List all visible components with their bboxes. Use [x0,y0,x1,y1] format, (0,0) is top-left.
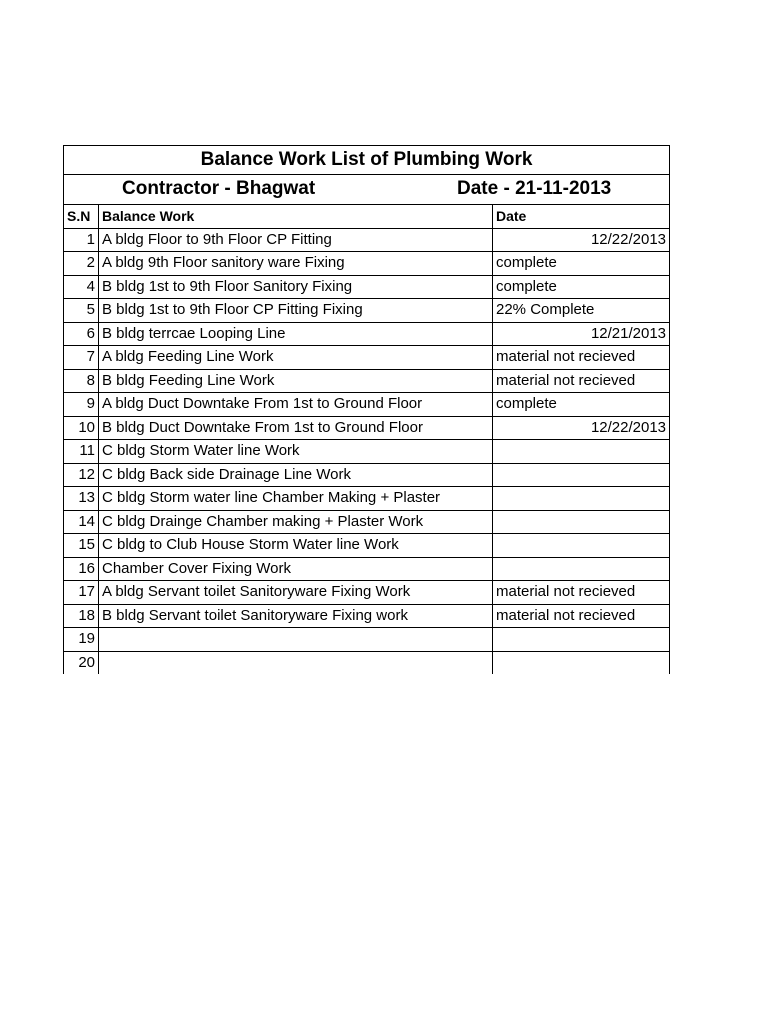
table-row [64,275,670,299]
table-row [64,463,670,487]
table-row [64,369,670,393]
sn-cell: 1 [64,228,99,252]
header-row [64,205,670,229]
work-cell: A bldg Floor to 9th Floor CP Fitting [99,228,493,252]
table-row [64,228,670,252]
work-cell: B bldg 1st to 9th Floor Sanitory Fixing [99,275,493,299]
work-cell: C bldg to Club House Storm Water line Work [99,534,493,558]
table-row [64,534,670,558]
table-row [64,628,670,652]
work-cell: B bldg Servant toilet Sanitoryware Fixing work [99,604,493,628]
table-row [64,487,670,511]
table-row [64,393,670,417]
sn-cell: 10 [64,416,99,440]
work-cell: C bldg Back side Drainage Line Work [99,463,493,487]
date-cell: material not recieved [493,604,670,628]
contractor-label: Contractor - Bhagwat [122,177,316,199]
date-cell: 12/21/2013 [493,322,670,346]
date-cell: material not recieved [493,369,670,393]
work-cell [99,628,493,652]
sn-cell: 5 [64,299,99,323]
column-header-work: Balance Work [99,205,493,229]
work-cell: C bldg Storm water line Chamber Making + Plaster [99,487,493,511]
date-cell [493,534,670,558]
date-cell [493,487,670,511]
column-header-sn: S.N [64,205,99,229]
column-header-date: Date [493,205,670,229]
sn-cell: 19 [64,628,99,652]
sheet-title: Balance Work List of Plumbing Work [64,146,670,175]
title-row [64,146,670,175]
sn-cell: 20 [64,651,99,674]
date-cell: material not recieved [493,346,670,370]
table-row [64,299,670,323]
date-label: Date - 21-11-2013 [457,177,612,199]
work-cell: B bldg 1st to 9th Floor CP Fitting Fixing [99,299,493,323]
balance-work-table [63,145,670,674]
date-cell: material not recieved [493,581,670,605]
table-row [64,440,670,464]
sn-cell: 12 [64,463,99,487]
table-row [64,510,670,534]
sn-cell: 14 [64,510,99,534]
date-cell [493,510,670,534]
subtitle-row [64,175,670,205]
work-cell: C bldg Drainge Chamber making + Plaster Work [99,510,493,534]
sn-cell: 11 [64,440,99,464]
subtitle-cell [64,175,670,205]
sn-cell: 9 [64,393,99,417]
sn-cell: 15 [64,534,99,558]
table-row [64,604,670,628]
table-row [64,581,670,605]
date-cell: complete [493,393,670,417]
date-cell: 22% Complete [493,299,670,323]
sn-cell: 18 [64,604,99,628]
sn-cell: 8 [64,369,99,393]
table-row [64,651,670,674]
sn-cell: 16 [64,557,99,581]
sn-cell: 2 [64,252,99,276]
table-row [64,322,670,346]
sn-cell: 7 [64,346,99,370]
work-cell: A bldg Duct Downtake From 1st to Ground Floor [99,393,493,417]
table-row [64,346,670,370]
date-cell: complete [493,252,670,276]
work-cell [99,651,493,674]
work-cell: C bldg Storm Water line Work [99,440,493,464]
date-cell [493,557,670,581]
table-row [64,557,670,581]
work-cell: B bldg Duct Downtake From 1st to Ground Floor [99,416,493,440]
date-cell: 12/22/2013 [493,416,670,440]
table-row [64,416,670,440]
sn-cell: 17 [64,581,99,605]
work-cell: A bldg 9th Floor sanitory ware Fixing [99,252,493,276]
sn-cell: 6 [64,322,99,346]
date-cell [493,440,670,464]
date-cell [493,463,670,487]
date-cell: 12/22/2013 [493,228,670,252]
table-row [64,252,670,276]
date-cell [493,651,670,674]
work-cell: B bldg terrcae Looping Line [99,322,493,346]
work-cell: A bldg Feeding Line Work [99,346,493,370]
sn-cell: 4 [64,275,99,299]
date-cell: complete [493,275,670,299]
work-cell: A bldg Servant toilet Sanitoryware Fixing Work [99,581,493,605]
date-cell [493,628,670,652]
work-cell: Chamber Cover Fixing Work [99,557,493,581]
sn-cell: 13 [64,487,99,511]
work-cell: B bldg Feeding Line Work [99,369,493,393]
